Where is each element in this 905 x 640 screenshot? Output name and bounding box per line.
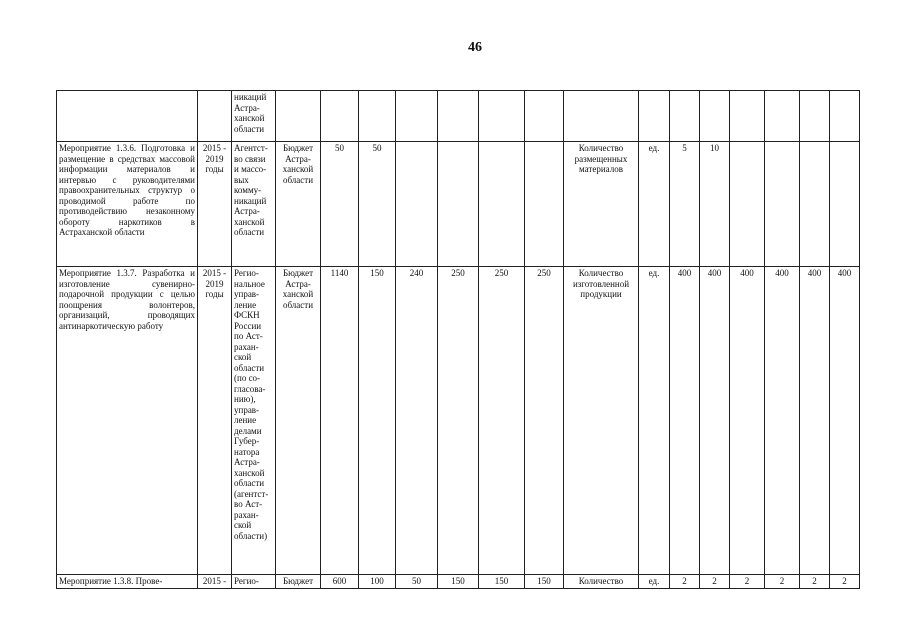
- year-2017-cell: [438, 91, 479, 142]
- year-2016-cell: [396, 91, 438, 142]
- period-cell: [198, 91, 232, 142]
- indicator-value-cell: [765, 91, 800, 142]
- indicator-value-cell: 400: [830, 267, 860, 575]
- year-2018-cell: [479, 91, 525, 142]
- total-cell: 50: [321, 142, 359, 267]
- table-row: [57, 142, 860, 267]
- indicator-value-cell: [830, 91, 860, 142]
- year-2018-cell: 250: [479, 267, 525, 575]
- year-2016-cell: [396, 142, 438, 267]
- year-2019-cell: [525, 142, 564, 267]
- year-2016-cell: 50: [396, 575, 438, 589]
- year-2015-cell: 150: [359, 267, 396, 575]
- indicator-value-cell: 2: [730, 575, 765, 589]
- year-2017-cell: 150: [438, 575, 479, 589]
- total-cell: 600: [321, 575, 359, 589]
- indicator-value-cell: 2: [700, 575, 730, 589]
- unit-cell: [639, 91, 670, 142]
- indicator-cell: Количество: [564, 575, 639, 589]
- activity-cell: Мероприятие 1.3.6. Подготовка и размещение в средствах массовой информации материалов и интервью с руководителями правоохранительных структур о проводимой работе по противодействию незаконному обороту наркотиков в Астраханской области: [57, 142, 198, 267]
- year-2017-cell: 250: [438, 267, 479, 575]
- unit-cell: ед.: [639, 575, 670, 589]
- total-cell: 1140: [321, 267, 359, 575]
- indicator-value-cell: 2: [830, 575, 860, 589]
- table-row: [57, 91, 860, 142]
- executor-cell: Агентст- во связи и массо- вых комму- никаций Астра- ханской области: [232, 142, 276, 267]
- indicator-value-cell: 2: [670, 575, 700, 589]
- indicator-value-cell: [800, 142, 830, 267]
- indicator-value-cell: 400: [765, 267, 800, 575]
- indicator-value-cell: 400: [700, 267, 730, 575]
- indicator-cell: Количество размещенных материалов: [564, 142, 639, 267]
- source-cell: Бюджет Астра- ханской области: [276, 267, 321, 575]
- executor-cell: Регио-: [232, 575, 276, 589]
- executor-cell: Регио- нальное управ- ление ФСКН России по Аст- рахан- ской области (по со- гласова- нию), управ- ление делами Губер- натора Астра- ханской области (агентст- во Аст- рахан- ской области): [232, 267, 276, 575]
- indicator-value-cell: 400: [670, 267, 700, 575]
- indicator-value-cell: 10: [700, 142, 730, 267]
- activity-cell: [57, 91, 198, 142]
- indicator-value-cell: [700, 91, 730, 142]
- year-2015-cell: [359, 91, 396, 142]
- table-row: [57, 267, 860, 575]
- year-2017-cell: [438, 142, 479, 267]
- indicator-value-cell: 400: [730, 267, 765, 575]
- indicator-value-cell: 5: [670, 142, 700, 267]
- source-cell: [276, 91, 321, 142]
- executor-cell: никаций Астра- ханской области: [232, 91, 276, 142]
- indicator-cell: Количество изготовленной продукции: [564, 267, 639, 575]
- period-cell: 2015 - 2019 годы: [198, 267, 232, 575]
- indicator-value-cell: 2: [800, 575, 830, 589]
- indicator-value-cell: 400: [800, 267, 830, 575]
- indicator-value-cell: 2: [765, 575, 800, 589]
- year-2019-cell: 150: [525, 575, 564, 589]
- indicator-value-cell: [765, 142, 800, 267]
- indicator-value-cell: [730, 142, 765, 267]
- year-2015-cell: 100: [359, 575, 396, 589]
- indicator-value-cell: [800, 91, 830, 142]
- period-cell: 2015 - 2019 годы: [198, 142, 232, 267]
- table-row: [57, 575, 860, 589]
- page-number: 46: [468, 40, 482, 55]
- year-2016-cell: 240: [396, 267, 438, 575]
- year-2018-cell: 150: [479, 575, 525, 589]
- year-2018-cell: [479, 142, 525, 267]
- total-cell: [321, 91, 359, 142]
- year-2015-cell: 50: [359, 142, 396, 267]
- activity-cell: Мероприятие 1.3.8. Прове-: [57, 575, 198, 589]
- unit-cell: ед.: [639, 142, 670, 267]
- unit-cell: ед.: [639, 267, 670, 575]
- activity-cell: Мероприятие 1.3.7. Разработка и изготовление сувенирно-подарочной продукции с целью поощрения волонтеров, организаций, проводящих антинаркотическую работу: [57, 267, 198, 575]
- indicator-cell: [564, 91, 639, 142]
- indicator-value-cell: [730, 91, 765, 142]
- source-cell: Бюджет Астра- ханской области: [276, 142, 321, 267]
- program-activities-table: [56, 90, 860, 589]
- year-2019-cell: [525, 91, 564, 142]
- indicator-value-cell: [670, 91, 700, 142]
- source-cell: Бюджет: [276, 575, 321, 589]
- year-2019-cell: 250: [525, 267, 564, 575]
- period-cell: 2015 -: [198, 575, 232, 589]
- indicator-value-cell: [830, 142, 860, 267]
